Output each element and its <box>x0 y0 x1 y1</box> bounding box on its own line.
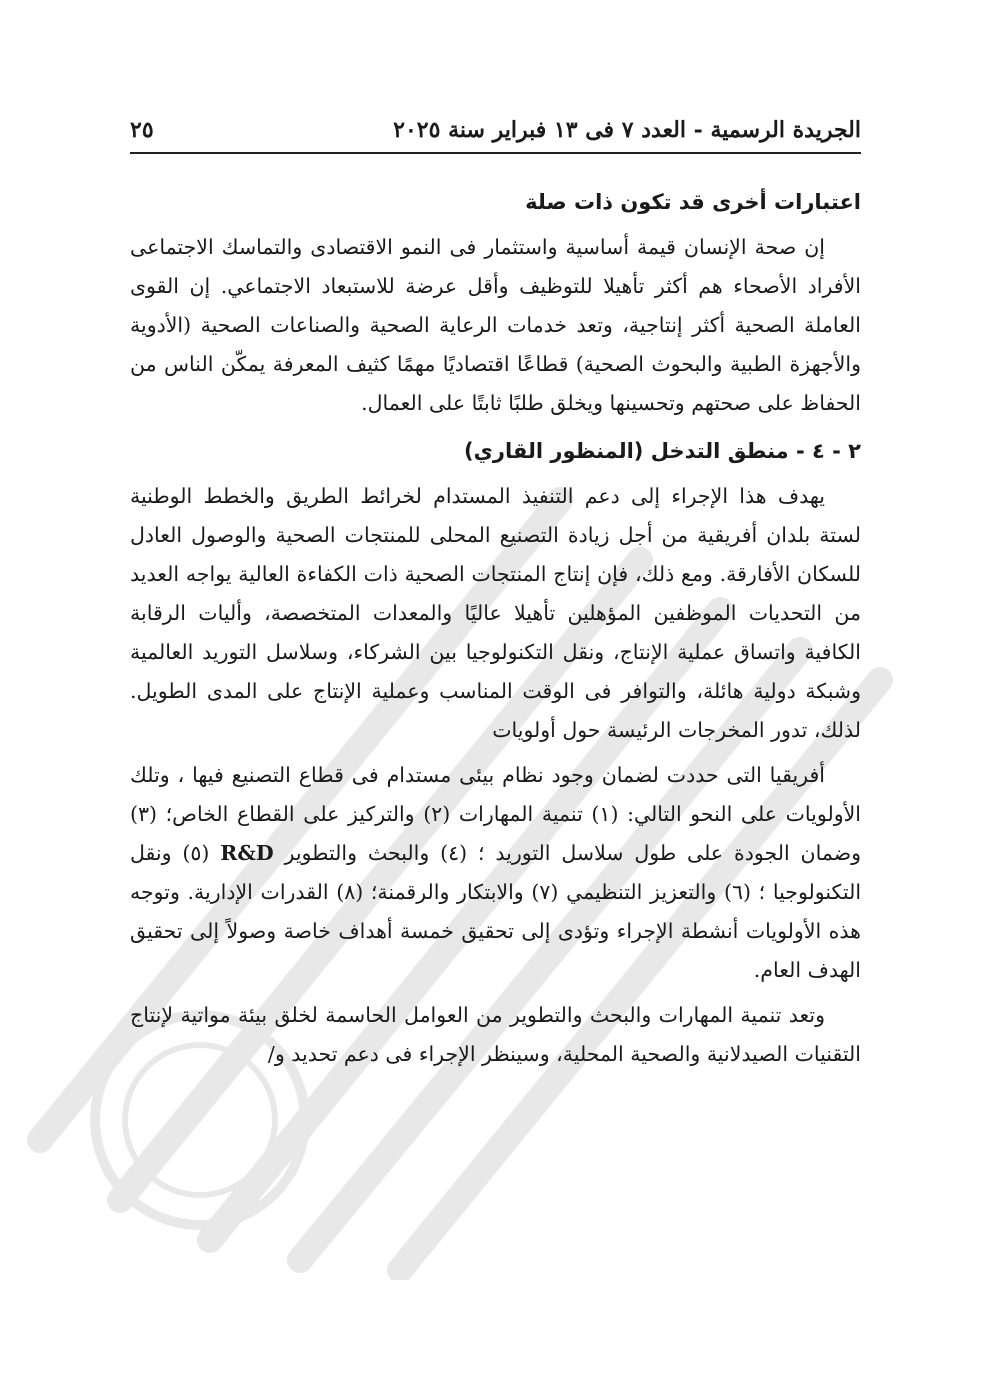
section-heading: اعتبارات أخرى قد تكون ذات صلة <box>525 190 861 214</box>
paragraph: يهدف هذا الإجراء إلى دعم التنفيذ المستدام لخرائط الطريق والخطط الوطنية لستة بلدان أفريقية من أجل زيادة التصنيع المحلى للمنتجات الصحية والوصول العادل للسكان الأفارقة. ومع ذلك، فإن إنتاج المنتجات الصحية ذات الكفاءة العالية يواجه العديد من التحديات الموظفين المؤهلين تأهيلا عاليًا والمعدات المتخصصة، وأليات الرقابة الكافية واتساق عملية الإنتاج، ونقل التكنولوجيا بين الشركاء، وسلاسل التوريد العالمية وشبكة دولية هائلة، والتوافر فى الوقت المناسب وعملية الإنتاج على المدى الطويل. لذلك، تدور المخرجات الرئيسة حول أولويات <box>130 484 861 742</box>
rd-abbreviation: R&D <box>220 841 274 865</box>
gazette-title: الجريدة الرسمية - العدد ٧ فى ١٣ فبراير سنة ٢٠٢٥ <box>393 117 861 143</box>
paragraph <box>130 756 861 990</box>
page-number: ٢٥ <box>130 117 154 143</box>
paragraph-text: أفريقيا التى حددت لضمان وجود نظام بيئى مستدام فى قطاع التصنيع فيها ، وتلك الأولويات على النحو التالي: (١) تنمية المهارات (٢) والتركيز على القطاع الخاص؛ (٣) وضمان الجودة على طول سلاسل التوريد ؛ (٤) والبحث والتطوير <box>130 763 862 865</box>
document-body <box>130 180 861 1080</box>
paragraph: إن صحة الإنسان قيمة أساسية واستثمار فى النمو الاقتصادى والتماسك الاجتماعى الأفراد الأصحاء هم أكثر تأهيلا للتوظيف وأقل عرضة للاستبعاد الاجتماعي. إن القوى العاملة الصحية أكثر إنتاجية، وتعد خدمات الرعاية الصحية والصناعات الصحية (الأدوية والأجهزة الطبية والبحوث الصحية) قطاعًا اقتصاديًا مهمًا كثيف المعرفة يمكّن الناس من الحفاظ على صحتهم وتحسينها ويخلق طلبًا ثابتًا على العمال. <box>130 235 861 415</box>
section-heading: ٢ - ٤ - منطق التدخل (المنظور القاري) <box>464 439 861 463</box>
paragraph: وتعد تنمية المهارات والبحث والتطوير من العوامل الحاسمة لخلق بيئة مواتية لإنتاج التقنيات الصيدلانية والصحية المحلية، وسينظر الإجراء فى دعم تحديد و/ <box>130 1003 861 1066</box>
page-header <box>130 110 861 150</box>
header-divider <box>130 152 861 154</box>
paragraph-text: (٥) ونقل التكنولوجيا ؛ (٦) والتعزيز التنظيمي (٧) والابتكار والرقمنة؛ (٨) القدرات الإدارية. وتوجه هذه الأولويات أنشطة الإجراء وتؤدى إلى تحقيق خمسة أهداف خاصة وصولاً إلى تحقيق الهدف العام. <box>130 841 862 982</box>
